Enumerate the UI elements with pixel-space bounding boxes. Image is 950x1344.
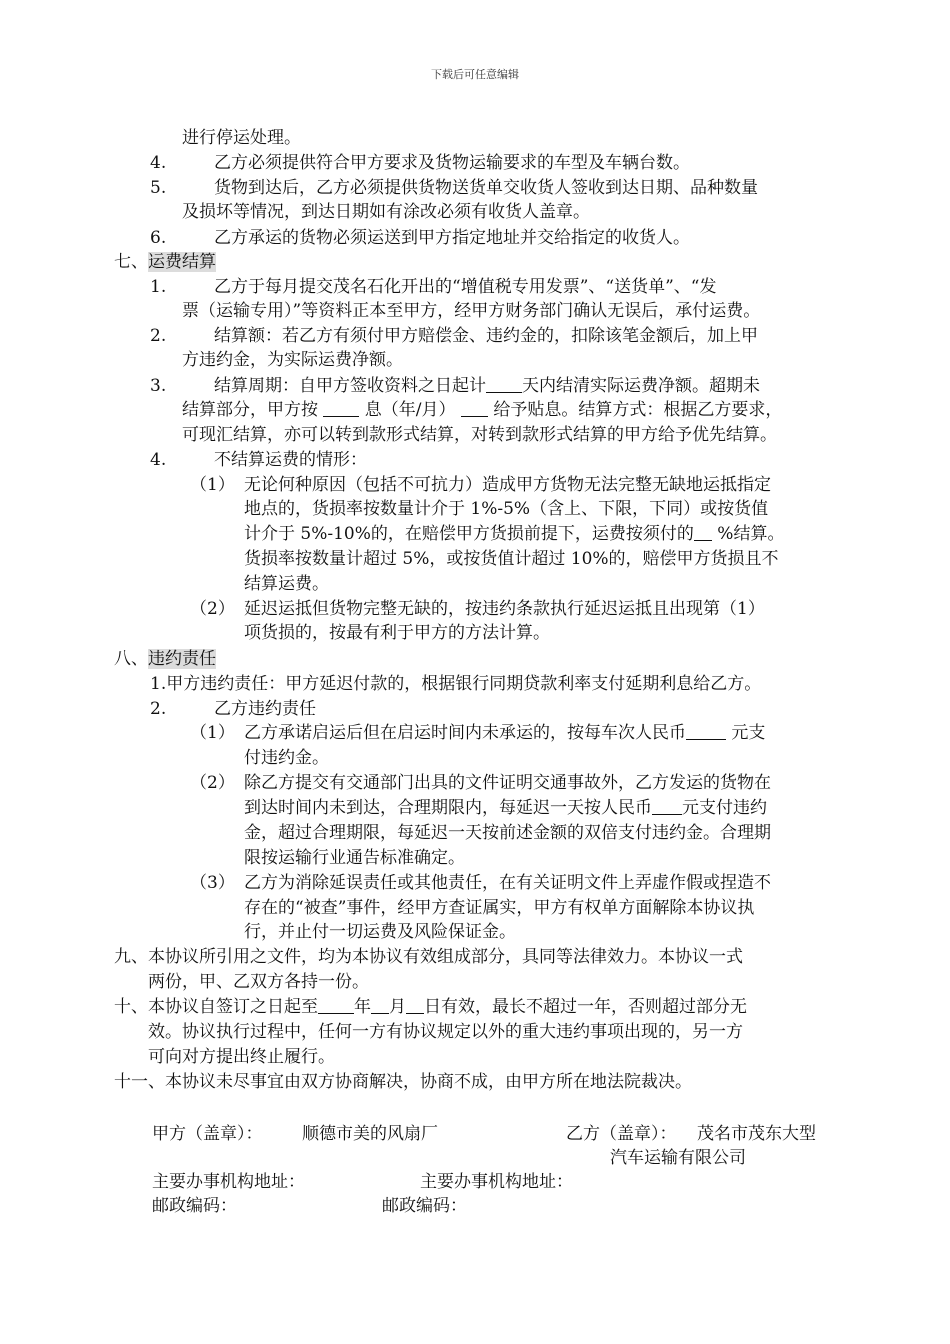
blank-rate <box>323 400 359 417</box>
sec6-item-5-line1: 货物到达后，乙方必须提供货物送货单交收货人签收到达日期、品种数量 <box>214 178 758 198</box>
sec7-item-1-line2: 票（运输专用）”等资料正本至甲方，经甲方财务部门确认无误后，承付运费。 <box>182 301 761 321</box>
blank-month <box>371 997 389 1014</box>
blank-percent <box>694 524 712 541</box>
party-b-label: 乙方（盖章）： <box>566 1124 677 1144</box>
sec7-item-3-line2 <box>182 398 782 422</box>
sub-item-number: （3） <box>190 873 235 893</box>
item-number: 5. <box>150 178 167 198</box>
sec10-line3: 可向对方提出终止履行。 <box>148 1047 335 1067</box>
item-number: 6. <box>150 228 167 248</box>
sec7-sub-1-line5: 结算运费。 <box>244 574 329 594</box>
sec7-heading <box>114 250 216 274</box>
sec8-sub-2-line3: 金，超过合理期限，每延迟一天按前述金额的双倍支付违约金。合理期 <box>244 823 771 843</box>
sec7-item-2-line2: 方违约金，为实际运费净额。 <box>182 350 403 370</box>
party-b-name-cont: 汽车运输有限公司 <box>610 1148 746 1168</box>
text: %结算。 <box>711 524 785 544</box>
item-number: 4. <box>150 153 167 173</box>
sec9-line2: 两份，甲、乙双方各持一份。 <box>148 972 369 992</box>
item-number: 4. <box>150 450 167 470</box>
party-a-address: 主要办事机构地址： <box>152 1172 305 1192</box>
sub-item-number: （2） <box>190 773 235 793</box>
party-b-address: 主要办事机构地址： <box>420 1172 573 1192</box>
sec8-sub-2-line2 <box>244 796 767 820</box>
item-number: 1. <box>150 277 167 297</box>
item-number: 2. <box>150 699 167 719</box>
party-a-zip: 邮政编码： <box>152 1196 237 1216</box>
party-b-name: 茂名市茂东大型 <box>697 1124 816 1144</box>
sec11: 十一、本协议未尽事宜由双方协商解决，协商不成，由甲方所在地法院裁决。 <box>114 1072 692 1092</box>
item-number: 2. <box>150 326 167 346</box>
sec8-sub-3-line1: 乙方为消除延误责任或其他责任，在有关证明文件上弄虚作假或捏造不 <box>244 873 771 893</box>
text: 年 <box>354 997 371 1017</box>
sec7-sub-1-line4: 货损率按数量计超过 5%，或按货值计超过 10%的，赔偿甲方货损且不 <box>244 549 779 569</box>
text: 息（年/月） <box>359 400 461 420</box>
sec7-title: 运费结算 <box>148 252 216 272</box>
sec7-item-2-line1: 结算额：若乙方有须付甲方赔偿金、违约金的，扣除该笔金额后，加上甲 <box>214 326 758 346</box>
blank-year <box>318 997 354 1014</box>
text: 十、本协议自签订之日起至 <box>114 997 318 1017</box>
page-header: 下载后可任意编辑 <box>431 68 519 81</box>
text: 元支付违约 <box>682 798 767 818</box>
sec7-sub-1-line2: 地点的，货损率按数量计介于 1%-5%（含上、下限，下同）或按货值 <box>244 499 769 519</box>
text: 天内结清实际运费净额。超期未 <box>522 376 760 396</box>
blank-days <box>486 376 522 393</box>
sec8-sub-2-line4: 限按运输行业通告标准确定。 <box>244 848 465 868</box>
sec7-item-3-line3: 可现汇结算，亦可以转到款形式结算，对转到款形式结算的甲方给予优先结算。 <box>182 425 777 445</box>
text: 结算部分，甲方按 <box>182 400 324 420</box>
sec6-item-5-line2: 及损坏等情况，到达日期如有涂改必须有收货人盖章。 <box>182 202 590 222</box>
text: 给予贴息。结算方式：根据乙方要求， <box>487 400 783 420</box>
text: 结算周期：自甲方签收资料之日起计 <box>214 376 486 396</box>
sec8-item-1: 1.甲方违约责任：甲方延迟付款的，根据银行同期贷款利率支付延期利息给乙方。 <box>150 674 762 694</box>
sec7-item-4: 不结算运费的情形： <box>214 450 367 470</box>
sec10-line2: 效。协议执行过程中，任何一方有协议规定以外的重大违约事项出现的，另一方 <box>148 1022 743 1042</box>
sec8-sub-3-line2: 存在的“被查”事件，经甲方查证属实，甲方有权单方面解除本协议执 <box>244 898 755 918</box>
blank-rate-2 <box>461 400 488 417</box>
sec6-continuation: 进行停运处理。 <box>182 128 301 148</box>
sec7-item-3-line1 <box>214 374 760 398</box>
sec9-line1: 九、本协议所引用之文件，均为本协议有效组成部分，具同等法律效力。本协议一式 <box>114 947 743 967</box>
text: 日有效，最长不超过一年，否则超过部分无 <box>424 997 747 1017</box>
sub-item-number: （1） <box>190 723 235 743</box>
sec7-sub-1-line1: 无论何种原因（包括不可抗力）造成甲方货物无法完整无缺地运抵指定 <box>244 475 771 495</box>
text: 月 <box>389 997 406 1017</box>
text: 计介于 5%-10%的，在赔偿甲方货损前提下，运费按须付的 <box>244 524 694 544</box>
sec8-sub-3-line3: 行，并止付一切运费及风险保证金。 <box>244 922 516 942</box>
section-number: 八、 <box>114 649 148 669</box>
sec8-sub-1-line2: 付违约金。 <box>244 748 329 768</box>
sec7-item-1-line1: 乙方于每月提交茂名石化开出的“增值税专用发票”、“送货单”、“发 <box>214 277 717 297</box>
section-number: 七、 <box>114 252 148 272</box>
sec8-item-2: 乙方违约责任 <box>214 699 316 719</box>
sec8-heading <box>114 647 216 671</box>
blank-amount <box>686 723 726 740</box>
sub-item-number: （2） <box>190 599 235 619</box>
sec6-item-6: 乙方承运的货物必须运送到甲方指定地址并交给指定的收货人。 <box>214 228 690 248</box>
sec7-sub-2-line2: 项货损的，按最有利于甲方的方法计算。 <box>244 623 550 643</box>
blank-day <box>406 997 424 1014</box>
item-number: 3. <box>150 376 167 396</box>
sec10-line1 <box>114 995 747 1019</box>
blank-amount <box>652 798 682 815</box>
sec7-sub-2-line1: 延迟运抵但货物完整无缺的，按违约条款执行延迟运抵且出现第（1） <box>244 599 765 619</box>
text: 元支 <box>726 723 766 743</box>
party-a-label: 甲方（盖章）： <box>152 1124 263 1144</box>
sec6-item-4: 乙方必须提供符合甲方要求及货物运输要求的车型及车辆台数。 <box>214 153 690 173</box>
sec7-sub-1-line3 <box>244 522 784 546</box>
text: 到达时间内未到达，合理期限内，每延迟一天按人民币 <box>244 798 652 818</box>
text: 乙方承诺启运后但在启运时间内未承运的，按每车次人民币 <box>244 723 686 743</box>
sec8-sub-1-line1 <box>244 721 765 745</box>
sub-item-number: （1） <box>190 475 235 495</box>
sec8-title: 违约责任 <box>148 649 216 669</box>
sec8-sub-2-line1: 除乙方提交有交通部门出具的文件证明交通事故外，乙方发运的货物在 <box>244 773 771 793</box>
party-b-zip: 邮政编码： <box>382 1196 467 1216</box>
party-a-name: 顺德市美的风扇厂 <box>302 1124 438 1144</box>
